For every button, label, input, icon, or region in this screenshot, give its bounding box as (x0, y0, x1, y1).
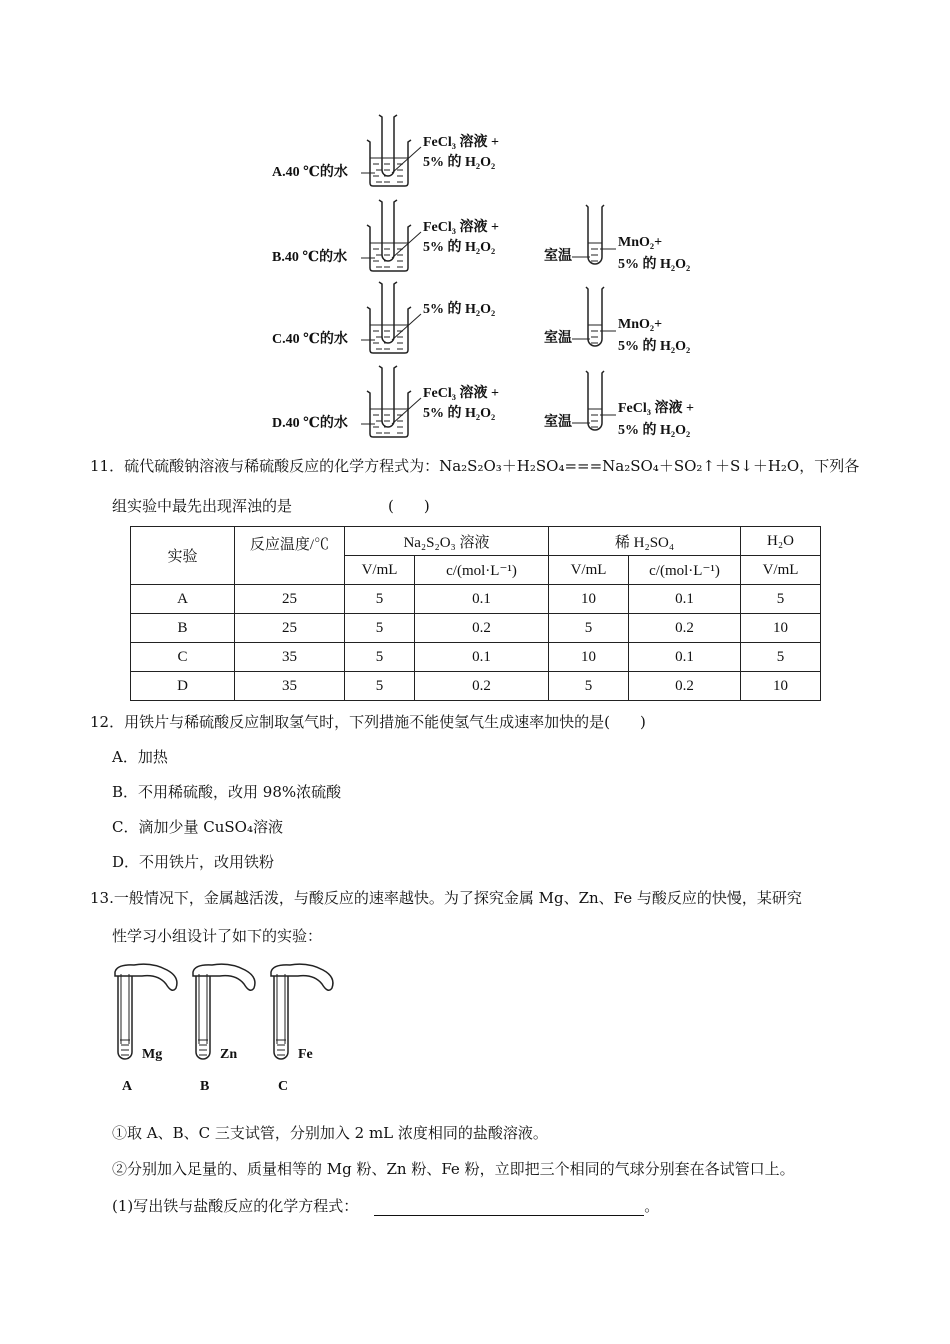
table-cell: 25 (235, 614, 345, 643)
table-cell: 5 (549, 672, 629, 701)
tube-letter: A (122, 1079, 133, 1094)
header-h2so4: 稀 H₂SO₄ (549, 527, 741, 556)
answer-paren: ( ) (388, 497, 430, 515)
table-cell: 0.1 (629, 643, 741, 672)
subheader: c/(mol·L⁻¹) (629, 556, 741, 585)
subheader: V/mL (345, 556, 415, 585)
metal-label: Zn (220, 1047, 238, 1062)
table-cell: 35 (235, 643, 345, 672)
q12-option-d: D．不用铁片，改用铁粉 (112, 853, 275, 871)
q11-line1: 11．硫代硫酸钠溶液与稀硫酸反应的化学方程式为：Na₂S₂O₃＋H₂SO₄===Na₂SO₄＋SO₂↑＋S↓＋H₂O，下列各 (90, 457, 860, 475)
q12-stem: 12．用铁片与稀硫酸反应制取氢气时，下列措施不能使氢气生成速率加快的是( ) (90, 713, 646, 731)
table-row (131, 585, 821, 614)
beaker-icon (365, 200, 425, 275)
tube-contents: 5% 的 H₂O₂ (618, 257, 691, 272)
table-cell: 0.1 (415, 643, 549, 672)
header-temperature: 反应温度/℃ (235, 527, 345, 585)
table-cell: 10 (741, 672, 821, 701)
table-cell: 0.1 (629, 585, 741, 614)
q13-step1: ①取 A、B、C 三支试管，分别加入 2 mL 浓度相同的盐酸溶液。 (112, 1124, 548, 1142)
table-cell: 5 (345, 585, 415, 614)
table-cell: 0.2 (415, 672, 549, 701)
beaker-icon (365, 366, 425, 441)
tube-contents: MnO₂+ (618, 235, 663, 250)
beaker-label: D.40 ℃的水 (272, 416, 348, 431)
beaker-contents: 5% 的 H₂O₂ (423, 155, 496, 170)
test-tube-with-balloon-icon (190, 962, 260, 1057)
beaker-contents: 5% 的 H₂O₂ (423, 302, 496, 317)
q12-option-c: C．滴加少量 CuSO₄溶液 (112, 818, 283, 836)
table-cell: B (131, 614, 235, 643)
beaker-icon (365, 282, 425, 357)
beaker-label: A.40 ℃的水 (272, 165, 348, 180)
q13-question1-end: 。 (644, 1197, 660, 1215)
answer-blank[interactable] (374, 1201, 644, 1216)
table-cell: 0.2 (415, 614, 549, 643)
tube-letter: C (278, 1079, 289, 1094)
beaker-label: C.40 ℃的水 (272, 332, 348, 347)
q13-step2: ②分别加入足量的、质量相等的 Mg 粉、Zn 粉、Fe 粉，立即把三个相同的气球分别套在各试管口上。 (112, 1160, 795, 1178)
q13-question1-text: (1)写出铁与盐酸反应的化学方程式： (112, 1197, 359, 1215)
table-cell: 0.2 (629, 614, 741, 643)
tube-letter: B (200, 1079, 210, 1094)
table-cell: A (131, 585, 235, 614)
header-na2s2o3: Na₂S₂O₃ 溶液 (345, 527, 549, 556)
q11-line2: 组实验中最先出现浑浊的是 (112, 497, 293, 515)
q13-line2: 性学习小组设计了如下的实验： (112, 927, 323, 945)
table-cell: 25 (235, 585, 345, 614)
q12-option-b: B．不用稀硫酸，改用 98%浓硫酸 (112, 783, 342, 801)
table-cell: 0.1 (415, 585, 549, 614)
table-cell: 10 (549, 585, 629, 614)
table-cell: 5 (345, 672, 415, 701)
test-tube-with-balloon-icon (112, 962, 182, 1057)
tube-condition-label: 室温 (544, 331, 572, 346)
subheader: V/mL (549, 556, 629, 585)
metal-label: Fe (298, 1047, 313, 1062)
beaker-contents: FeCl₃ 溶液 + (423, 135, 499, 150)
tube-contents: 5% 的 H₂O₂ (618, 339, 691, 354)
beaker-contents: FeCl₃ 溶液 + (423, 386, 499, 401)
table-row (131, 643, 821, 672)
table-cell: 10 (549, 643, 629, 672)
tube-condition-label: 室温 (544, 415, 572, 430)
tube-contents: FeCl₃ 溶液 + (618, 401, 694, 416)
beaker-label: B.40 ℃的水 (272, 250, 348, 265)
header-h2o: H₂O (741, 527, 821, 556)
beaker-contents: 5% 的 H₂O₂ (423, 240, 496, 255)
q13-line1: 13.一般情况下，金属越活泼，与酸反应的速率越快。为了探究金属 Mg、Zn、Fe 与酸反应的快慢，某研究 (90, 889, 802, 907)
experiment-table (130, 526, 821, 701)
q13-question1 (112, 1196, 659, 1216)
tube-contents: 5% 的 H₂O₂ (618, 423, 691, 438)
tube-contents: MnO₂+ (618, 317, 663, 332)
metal-label: Mg (142, 1047, 163, 1062)
test-tube-with-balloon-icon (268, 962, 338, 1057)
subheader: V/mL (741, 556, 821, 585)
beaker-contents: 5% 的 H₂O₂ (423, 406, 496, 421)
table-cell: 5 (741, 643, 821, 672)
table-cell: 5 (345, 643, 415, 672)
table-cell: 5 (549, 614, 629, 643)
table-row (131, 672, 821, 701)
table-cell: 10 (741, 614, 821, 643)
header-experiment: 实验 (131, 527, 235, 585)
table-cell: 5 (741, 585, 821, 614)
table-cell: 0.2 (629, 672, 741, 701)
table-cell: 35 (235, 672, 345, 701)
table-cell: 5 (345, 614, 415, 643)
table-cell: C (131, 643, 235, 672)
table-row (131, 614, 821, 643)
beaker-contents: FeCl₃ 溶液 + (423, 220, 499, 235)
tube-condition-label: 室温 (544, 249, 572, 264)
beaker-icon (365, 115, 425, 190)
subheader: c/(mol·L⁻¹) (415, 556, 549, 585)
q12-option-a: A．加热 (112, 748, 168, 766)
table-cell: D (131, 672, 235, 701)
